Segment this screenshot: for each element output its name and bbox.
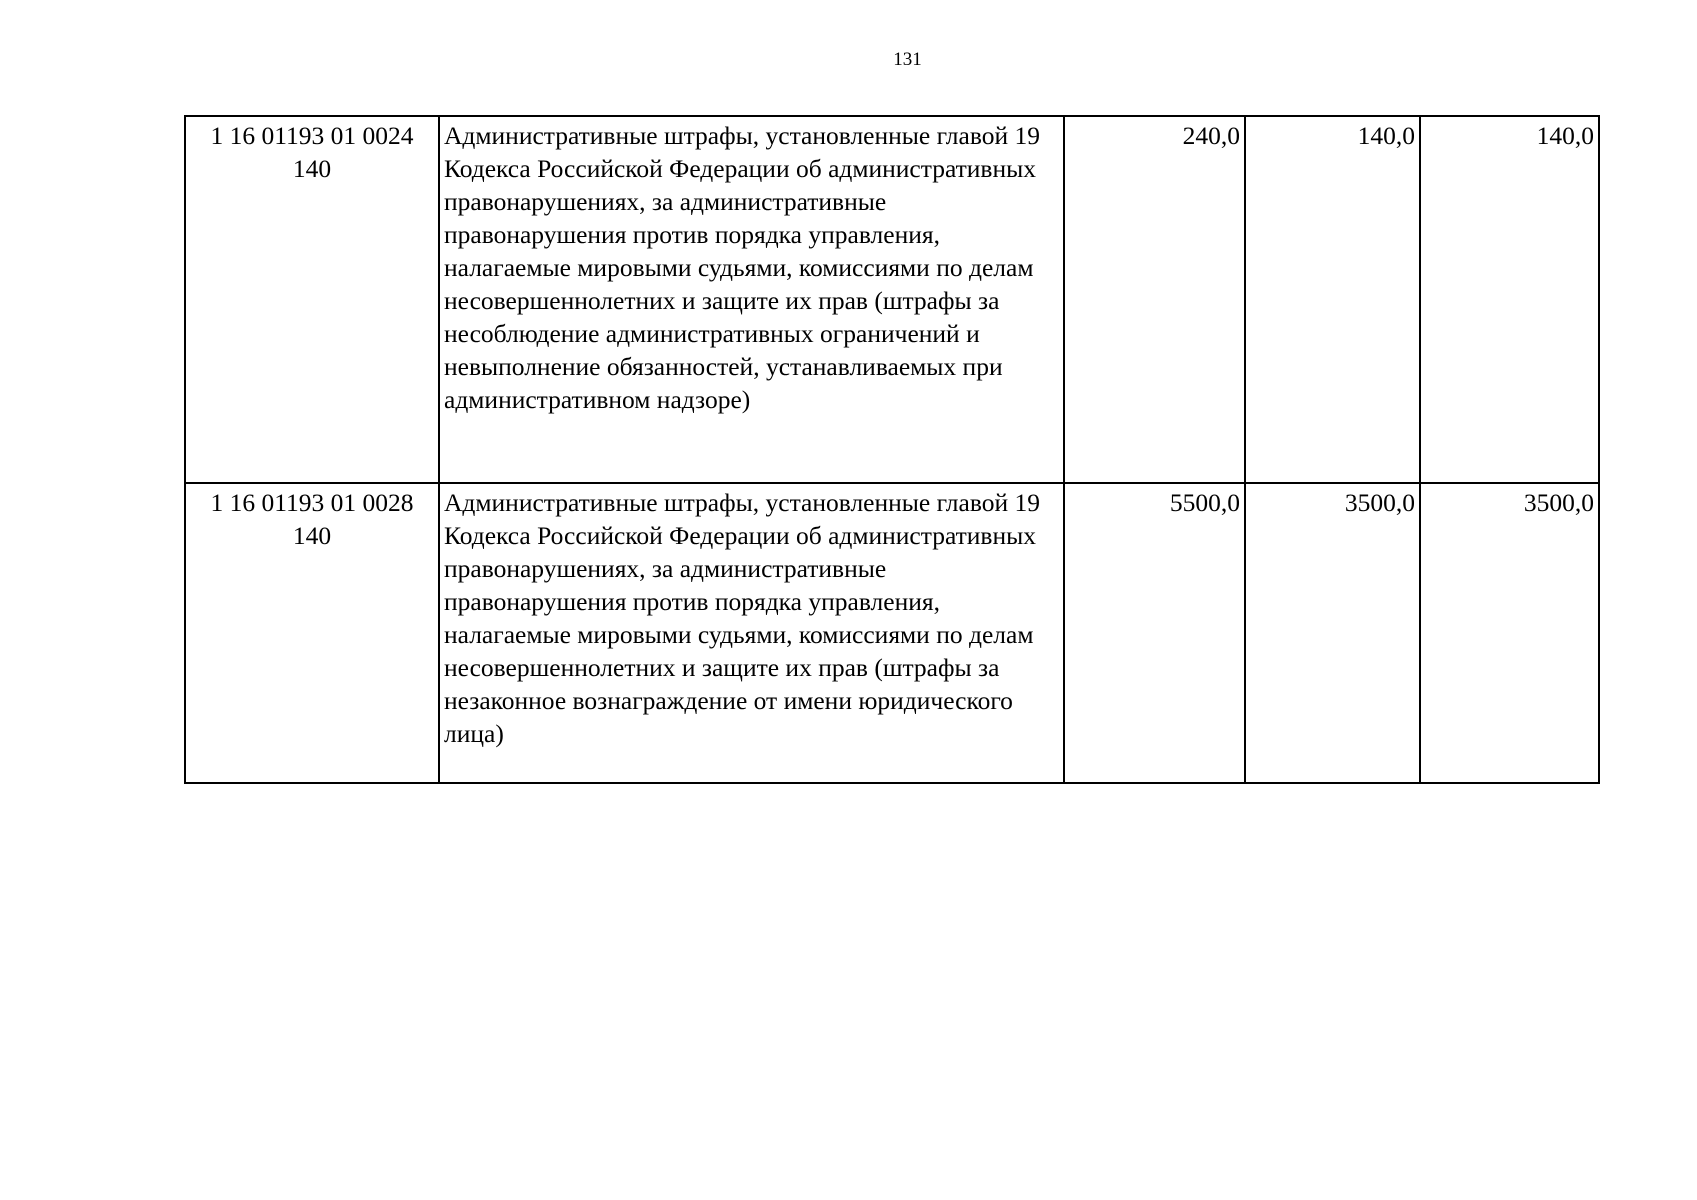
budget-code-line: 1 16 01193 01 0024 — [210, 121, 414, 150]
description-line: налагаемые мировыми судьями, комиссиями по делам — [444, 620, 1034, 649]
description-line: налагаемые мировыми судьями, комиссиями по делам — [444, 253, 1034, 282]
table-row — [185, 483, 1599, 783]
table-row — [185, 116, 1599, 483]
amount-cell-year-2: 3500,0 — [1245, 483, 1420, 783]
description-line: лица) — [444, 719, 504, 748]
description-line: Кодекса Российской Федерации об административных — [444, 521, 1036, 550]
description-line: Административные штрафы, установленные главой 19 — [444, 488, 1040, 517]
budget-code-line: 140 — [292, 521, 332, 550]
budget-code-line: 140 — [292, 154, 332, 183]
description-line: правонарушения против порядка управления, — [444, 220, 940, 249]
revenue-table — [184, 115, 1600, 784]
description-line: правонарушениях, за административные — [444, 187, 887, 216]
description-line: несовершеннолетних и защите их прав (штрафы за — [444, 286, 1000, 315]
budget-code-line: 1 16 01193 01 0028 — [210, 488, 414, 517]
description-line: правонарушения против порядка управления, — [444, 587, 940, 616]
description-cell — [439, 116, 1064, 483]
amount-cell-year-2: 140,0 — [1245, 116, 1420, 483]
amount-cell-year-3: 3500,0 — [1420, 483, 1599, 783]
amount-cell-year-1: 5500,0 — [1064, 483, 1245, 783]
description-line: несоблюдение административных ограничений и — [444, 319, 980, 348]
budget-code-cell — [185, 116, 439, 483]
page-number: 131 — [893, 49, 922, 70]
description-line: незаконное вознаграждение от имени юридического — [444, 686, 1013, 715]
budget-code-cell — [185, 483, 439, 783]
description-line: административном надзоре) — [444, 385, 751, 414]
description-line: невыполнение обязанностей, устанавливаемых при — [444, 352, 1003, 381]
amount-cell-year-3: 140,0 — [1420, 116, 1599, 483]
description-line: несовершеннолетних и защите их прав (штрафы за — [444, 653, 1000, 682]
description-line: Административные штрафы, установленные главой 19 — [444, 121, 1040, 150]
description-cell — [439, 483, 1064, 783]
description-line: правонарушениях, за административные — [444, 554, 887, 583]
amount-cell-year-1: 240,0 — [1064, 116, 1245, 483]
description-line: Кодекса Российской Федерации об административных — [444, 154, 1036, 183]
